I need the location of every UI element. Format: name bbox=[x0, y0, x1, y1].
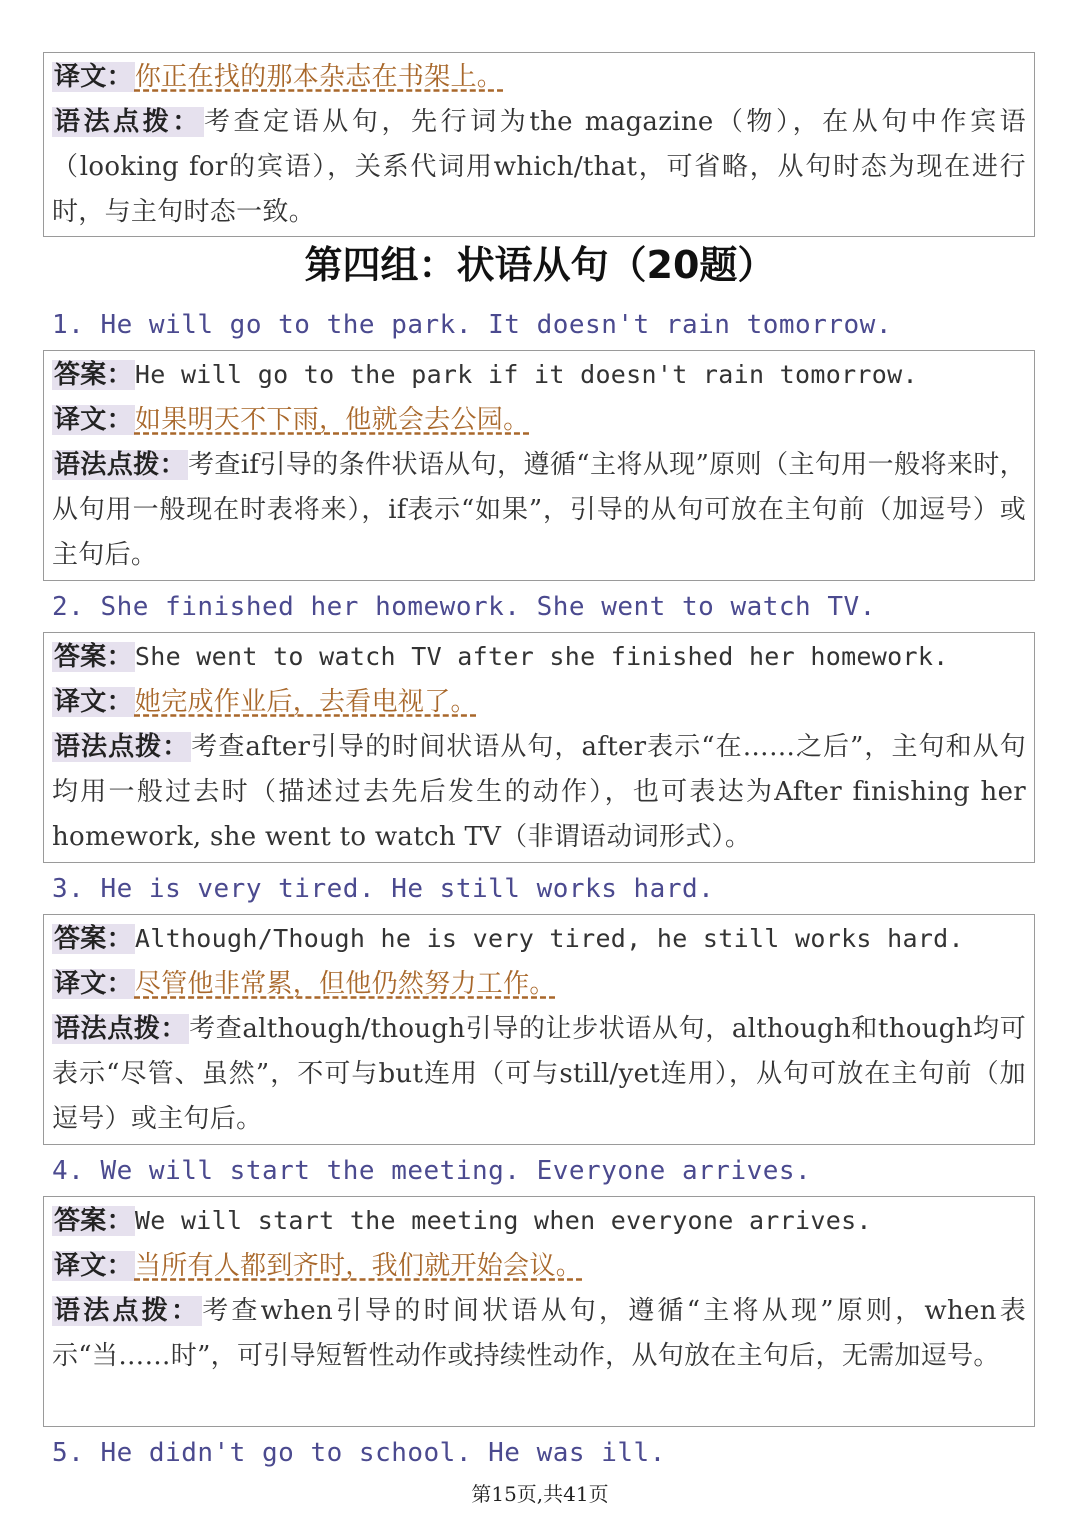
answer-label: 答案： bbox=[54, 924, 133, 954]
translation-line bbox=[52, 55, 1026, 100]
translation-text: 你正在找的那本杂志在书架上。 bbox=[134, 62, 504, 92]
translation-line bbox=[52, 962, 1026, 1007]
translation-text: 尽管他非常累，但他仍然努力工作。 bbox=[134, 969, 556, 999]
grammar-text: 考查定语从句，先行词为the magazine（物），在从句中作宾语（looking for的宾语），关系代词用which/that，可省略，从句时态为现在进行时，与主句时态一致。 bbox=[52, 107, 1026, 227]
grammar-line bbox=[52, 1007, 1026, 1142]
grammar-label: 语法点拨： bbox=[54, 107, 202, 137]
translation-label: 译文： bbox=[54, 969, 133, 999]
grammar-label: 语法点拨： bbox=[54, 732, 190, 762]
translation-label: 译文： bbox=[54, 62, 133, 92]
grammar-line bbox=[52, 1289, 1026, 1379]
answer-box bbox=[43, 914, 1035, 1145]
translation-text: 如果明天不下雨，他就会去公园。 bbox=[134, 405, 530, 435]
question-prompt: 3. He is very tired. He still works hard. bbox=[52, 874, 715, 904]
prev-explanation-box bbox=[43, 52, 1035, 237]
answer-box bbox=[43, 632, 1035, 863]
grammar-text: 考查after引导的时间状语从句，after表示“在……之后”，主句和从句均用一般过去时（描述过去先后发生的动作），也可表达为After finishing her homework, she went to watch TV（非谓语动词形式）。 bbox=[52, 732, 1026, 852]
grammar-text: 考查although/though引导的让步状语从句，although和though均可表示“尽管、虽然”，不可与but连用（可与still/yet连用），从句可放在主句前（加逗号）或主句后。 bbox=[52, 1014, 1026, 1134]
answer-line bbox=[52, 1198, 1026, 1244]
answer-line bbox=[52, 634, 1026, 680]
answer-text: Although/Though he is very tired, he still works hard. bbox=[134, 924, 964, 953]
question-prompt: 2. She finished her homework. She went to watch TV. bbox=[52, 592, 876, 622]
answer-line bbox=[52, 352, 1026, 398]
answer-text: He will go to the park if it doesn't rain tomorrow. bbox=[134, 360, 918, 389]
translation-label: 译文： bbox=[54, 1251, 133, 1281]
answer-text: She went to watch TV after she finished her homework. bbox=[134, 642, 949, 671]
answer-box bbox=[43, 1196, 1035, 1427]
translation-line bbox=[52, 680, 1026, 725]
translation-label: 译文： bbox=[54, 687, 133, 717]
translation-text: 她完成作业后，去看电视了。 bbox=[134, 687, 477, 717]
question-prompt: 1. He will go to the park. It doesn't rain tomorrow. bbox=[52, 310, 892, 340]
page-number: 第15页,共41页 bbox=[471, 1482, 609, 1506]
grammar-label: 语法点拨： bbox=[54, 450, 187, 480]
grammar-text: 考查when引导的时间状语从句，遵循“主将从现”原则，when表示“当……时”，可引导短暂性动作或持续性动作，从句放在主句后，无需加逗号。 bbox=[52, 1296, 1026, 1371]
grammar-line bbox=[52, 725, 1026, 860]
translation-line bbox=[52, 1244, 1026, 1289]
question-prompt: 5. He didn't go to school. He was ill. bbox=[52, 1438, 666, 1468]
question-prompt: 4. We will start the meeting. Everyone arrives. bbox=[52, 1156, 812, 1186]
translation-label: 译文： bbox=[54, 405, 133, 435]
answer-box bbox=[43, 350, 1035, 581]
answer-label: 答案： bbox=[54, 1206, 133, 1236]
grammar-label: 语法点拨： bbox=[54, 1296, 201, 1326]
translation-text: 当所有人都到齐时，我们就开始会议。 bbox=[134, 1251, 583, 1281]
translation-line bbox=[52, 398, 1026, 443]
answer-text: We will start the meeting when everyone arrives. bbox=[134, 1206, 872, 1235]
answer-label: 答案： bbox=[54, 360, 133, 390]
grammar-label: 语法点拨： bbox=[54, 1014, 188, 1044]
answer-label: 答案： bbox=[54, 642, 133, 672]
grammar-line bbox=[52, 100, 1026, 235]
answer-line bbox=[52, 916, 1026, 962]
grammar-line bbox=[52, 443, 1026, 578]
section-heading: 第四组：状语从句（20题） bbox=[304, 243, 776, 287]
grammar-text: 考查if引导的条件状语从句，遵循“主将从现”原则（主句用一般将来时，从句用一般现在时表将来），if表示“如果”，引导的从句可放在主句前（加逗号）或主句后。 bbox=[52, 450, 1026, 570]
